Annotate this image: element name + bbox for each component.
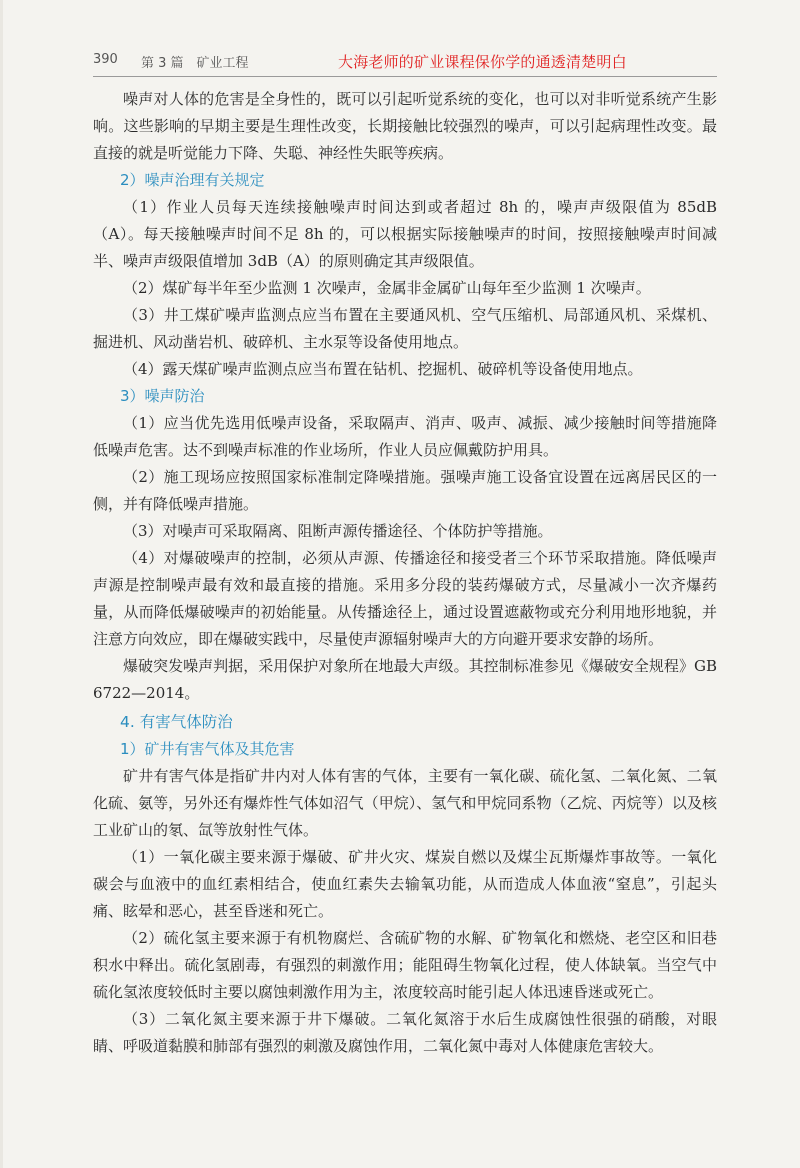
page-edge	[0, 0, 3, 1168]
paragraph: （1）一氧化碳主要来源于爆破、矿井火灾、煤炭自燃以及煤尘瓦斯爆炸事故等。一氧化碳会与血液中的血红素相结合，使血红素失去输氧功能，从而造成人体血液“窒息”，引起头痛、眩晕和恶心，甚至昏迷和死亡。	[93, 848, 717, 920]
page-header	[93, 52, 713, 74]
paragraph: （2）施工现场应按照国家标准制定降噪措施。强噪声施工设备宜设置在远离居民区的一侧，并有降低噪声措施。	[93, 468, 717, 513]
header-rule	[93, 76, 717, 77]
page-number: 390	[93, 52, 118, 67]
paragraph: （3）井工煤矿噪声监测点应当布置在主要通风机、空气压缩机、局部通风机、采煤机、掘进机、风动凿岩机、破碎机、主水泵等设备使用地点。	[93, 306, 717, 351]
paragraph: （1）应当优先选用低噪声设备，采取隔声、消声、吸声、减振、减少接触时间等措施降低噪声危害。达不到噪声标准的作业场所，作业人员应佩戴防护用具。	[93, 414, 717, 459]
paragraph: （3）二氧化氮主要来源于井下爆破。二氧化氮溶于水后生成腐蚀性很强的硝酸，对眼睛、呼吸道黏膜和肺部有强烈的刺激及腐蚀作用，二氧化氮中毒对人体健康危害较大。	[93, 1010, 717, 1055]
page-body	[93, 86, 717, 1060]
section-title: 第 3 篇 矿业工程	[141, 56, 249, 71]
paragraph: （4）露天煤矿噪声监测点应当布置在钻机、挖掘机、破碎机等设备使用地点。	[123, 360, 643, 378]
paragraph: 爆破突发噪声判据，采用保护对象所在地最大声级。其控制标准参见《爆破安全规程》GB 6722—2014。	[93, 657, 717, 702]
subsection-heading: 2）噪声治理有关规定	[120, 171, 265, 189]
paragraph: （3）对噪声可采取隔离、阻断声源传播途径、个体防护等措施。	[123, 522, 553, 540]
subsection-heading: 1）矿井有害气体及其危害	[120, 740, 295, 758]
paragraph: （4）对爆破噪声的控制，必须从声源、传播途径和接受者三个环节采取措施。降低噪声声源是控制噪声最有效和最直接的措施。采用多分段的装药爆破方式，尽量减小一次齐爆药量，从而降低爆破噪声的初始能量。从传播途径上，通过设置遮蔽物或充分利用地形地貌，并注意方向效应，即在爆破实践中，尽量使声源辐射噪声大的方向避开要求安静的场所。	[93, 549, 717, 648]
watermark-text: 大海老师的矿业课程保你学的通透清楚明白	[338, 53, 627, 71]
section-heading: 4. 有害气体防治	[120, 713, 233, 731]
paragraph: 噪声对人体的危害是全身性的，既可以引起听觉系统的变化，也可以对非听觉系统产生影响。这些影响的早期主要是生理性改变，长期接触比较强烈的噪声，可以引起病理性改变。最直接的就是听觉能力下降、失聪、神经性失眠等疾病。	[93, 90, 717, 162]
paragraph: （2）煤矿每半年至少监测 1 次噪声，金属非金属矿山每年至少监测 1 次噪声。	[123, 279, 651, 297]
paragraph: （1）作业人员每天连续接触噪声时间达到或者超过 8h 的，噪声声级限值为 85dB（A）。每天接触噪声时间不足 8h 的，可以根据实际接触噪声的时间，按照接触噪声时间减半、噪声声级限值增加 3dB（A）的原则确定其声级限值。	[93, 198, 717, 270]
paragraph: （2）硫化氢主要来源于有机物腐烂、含硫矿物的水解、矿物氧化和燃烧、老空区和旧巷积水中释出。硫化氢剧毒，有强烈的刺激作用；能阻碍生物氧化过程，使人体缺氧。当空气中硫化氢浓度较低时主要以腐蚀刺激作用为主，浓度较高时能引起人体迅速昏迷或死亡。	[93, 929, 717, 1001]
subsection-heading: 3）噪声防治	[120, 387, 205, 405]
paragraph: 矿井有害气体是指矿井内对人体有害的气体，主要有一氧化碳、硫化氢、二氧化氮、二氧化硫、氨等，另外还有爆炸性气体如沼气（甲烷）、氢气和甲烷同系物（乙烷、丙烷等）以及核工业矿山的氡、氙等放射性气体。	[93, 767, 717, 839]
